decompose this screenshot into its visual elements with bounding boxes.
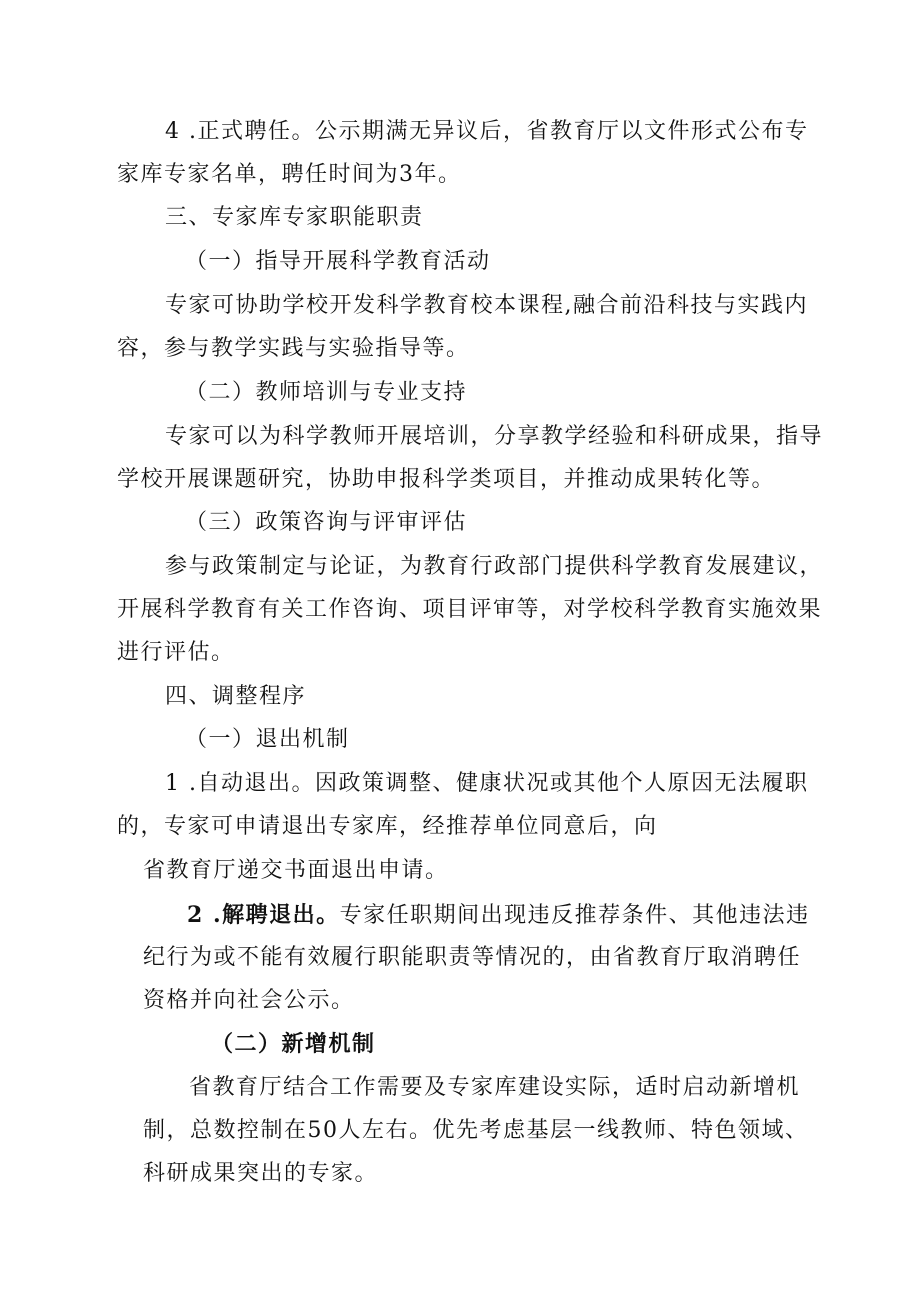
item-label: 2 .解聘退出。 xyxy=(187,902,340,928)
paragraph-line: 4 .正式聘任。公示期满无异议后，省教育厅以文件形式公布专 xyxy=(165,119,809,144)
paragraph-line: 容，参与教学实践与实验指导等。 xyxy=(117,336,470,361)
paragraph-line: 进行评估。 xyxy=(117,640,235,665)
subsection-heading: （一）指导开展科学教育活动 xyxy=(185,249,491,274)
paragraph-line: 的，专家可申请退出专家库，经推荐单位同意后，向 xyxy=(117,814,658,839)
paragraph-line: 开展科学教育有关工作咨询、项目评审等，对学校科学教育实施效果 xyxy=(117,597,823,622)
paragraph-line: 纪行为或不能有效履行职能职责等情况的，由省教育厅取消聘任 xyxy=(143,945,802,970)
paragraph-line: 专家可以为科学教师开展培训，分享教学经验和科研成果，指导 xyxy=(165,424,824,449)
paragraph-line: 省教育厅递交书面退出申请。 xyxy=(143,858,449,883)
paragraph-line: 制，总数控制在50人左右。优先考虑基层一线教师、特色领域、 xyxy=(143,1118,809,1143)
paragraph-line: 省教育厅结合工作需要及专家库建设实际，适时启动新增机 xyxy=(189,1075,801,1100)
paragraph-line: 专家可协助学校开发科学教育校本课程,融合前沿科技与实践内 xyxy=(165,293,808,318)
section-heading: 四、调整程序 xyxy=(165,684,307,709)
paragraph-line: 科研成果突出的专家。 xyxy=(143,1161,379,1186)
item-text: 专家任职期间出现违反推荐条件、其他违法违 xyxy=(339,903,810,928)
paragraph-line: 学校开展课题研究，协助申报科学类项目，并推动成果转化等。 xyxy=(117,467,776,492)
section-heading: 三、专家库专家职能职责 xyxy=(165,205,424,230)
paragraph-line: 资格并向社会公示。 xyxy=(143,988,355,1013)
subsection-heading: （二）教师培训与专业支持 xyxy=(185,380,468,405)
paragraph-line xyxy=(187,900,810,931)
subsection-heading: （二）新增机制 xyxy=(211,1031,376,1057)
paragraph-line: 1 .自动退出。因政策调整、健康状况或其他个人原因无法履职 xyxy=(165,771,809,796)
subsection-heading: （一）退出机制 xyxy=(185,727,350,752)
paragraph-line: 参与政策制定与论证，为教育行政部门提供科学教育发展建议， xyxy=(165,554,824,579)
paragraph-line: 家库专家名单，聘任时间为3年。 xyxy=(117,162,462,187)
subsection-heading: （三）政策咨询与评审评估 xyxy=(185,510,468,535)
